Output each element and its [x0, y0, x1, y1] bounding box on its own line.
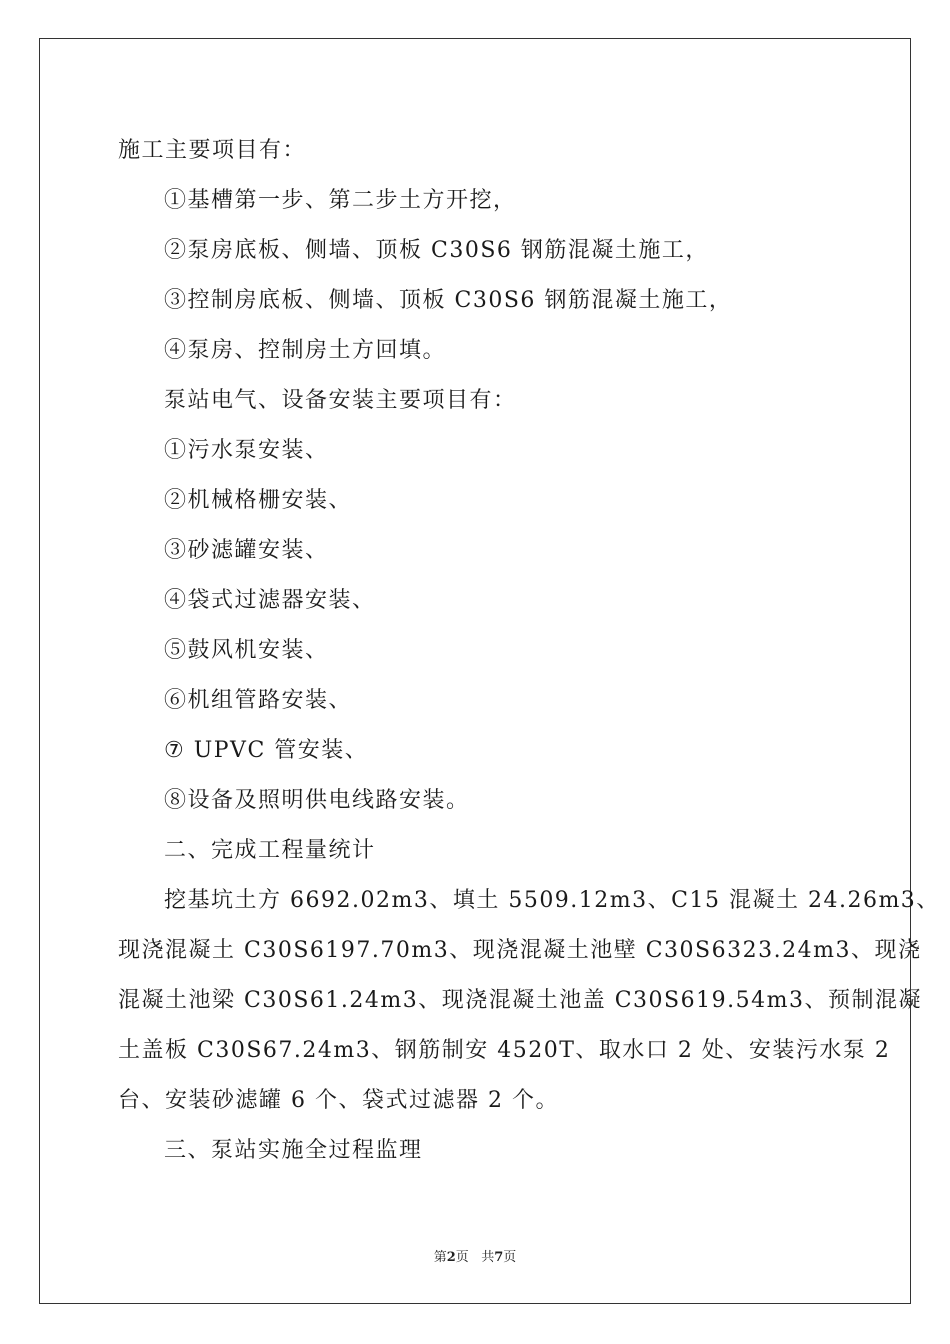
- paragraph-line: 挖基坑土方 6692.02m3、填土 5509.12m3、C15 混凝土 24.26m3、: [164, 888, 940, 913]
- paragraph-line: 土盖板 C30S67.24m3、钢筋制安 4520T、取水口 2 处、安装污水泵 2: [118, 1038, 891, 1063]
- text-line: ②机械格栅安装、: [164, 488, 353, 513]
- footer-total-pages: 7: [494, 1250, 504, 1265]
- document-body: [118, 126, 940, 1176]
- footer-prefix: 第: [433, 1250, 447, 1265]
- paragraph-line: 混凝土池梁 C30S61.24m3、现浇混凝土池盖 C30S619.54m3、预制混凝: [118, 988, 922, 1013]
- paragraph-line: 现浇混凝土 C30S6197.70m3、现浇混凝土池壁 C30S6323.24m3、现浇: [118, 938, 922, 963]
- section-heading: 二、完成工程量统计: [164, 838, 376, 863]
- text-line: 泵站电气、设备安装主要项目有：: [164, 388, 517, 413]
- text-line: ⑦ UPVC 管安装、: [164, 738, 369, 763]
- text-line: ③控制房底板、侧墙、顶板 C30S6 钢筋混凝土施工，: [164, 288, 733, 313]
- page-footer: [0, 1246, 950, 1265]
- section-heading: 三、泵站实施全过程监理: [164, 1138, 423, 1163]
- text-line: ①污水泵安装、: [164, 438, 329, 463]
- footer-current-page: 2: [446, 1250, 456, 1265]
- footer-page-word: 页: [455, 1250, 469, 1265]
- text-line: ④泵房、控制房土方回填。: [164, 338, 447, 363]
- text-line: ①基槽第一步、第二步土方开挖，: [164, 188, 517, 213]
- text-line: ⑥机组管路安装、: [164, 688, 353, 713]
- footer-total-suffix: 页: [503, 1250, 517, 1265]
- text-line: 施工主要项目有：: [118, 138, 307, 163]
- text-line: ⑧设备及照明供电线路安装。: [164, 788, 470, 813]
- footer-total-prefix: 共: [481, 1250, 495, 1265]
- text-line: ④袋式过滤器安装、: [164, 588, 376, 613]
- text-line: ⑤鼓风机安装、: [164, 638, 329, 663]
- text-line: ②泵房底板、侧墙、顶板 C30S6 钢筋混凝土施工，: [164, 238, 709, 263]
- paragraph-line: 台、安装砂滤罐 6 个、袋式过滤器 2 个。: [118, 1088, 559, 1113]
- text-line: ③砂滤罐安装、: [164, 538, 329, 563]
